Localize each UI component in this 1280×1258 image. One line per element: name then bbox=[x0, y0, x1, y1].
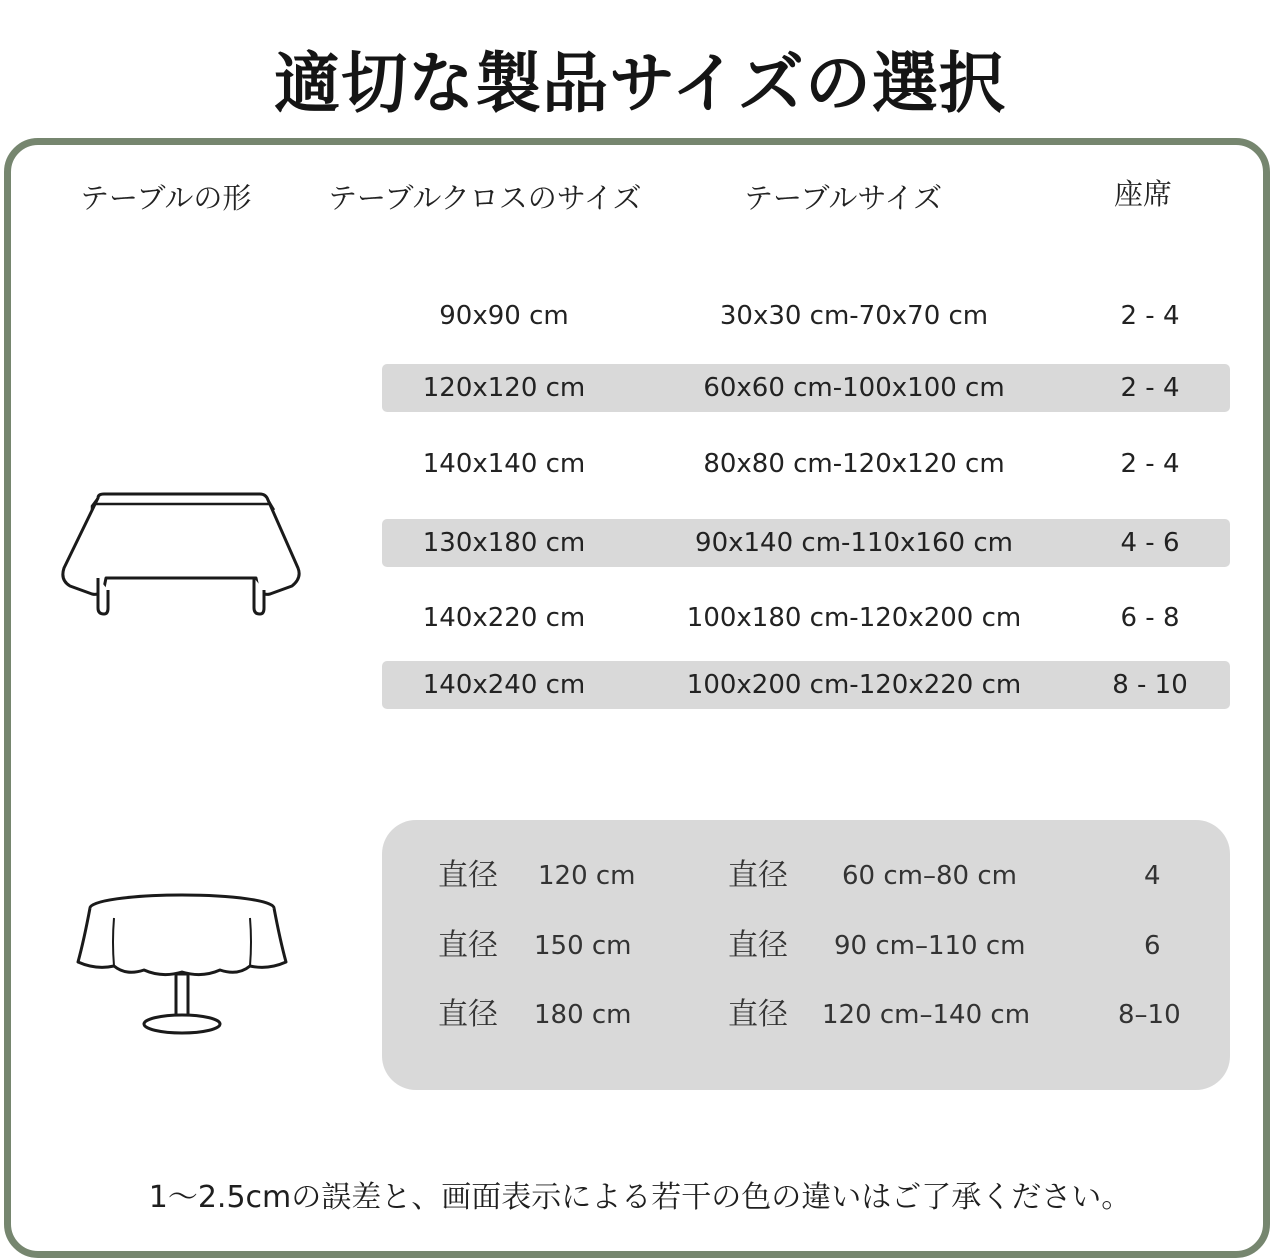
header-table-size: テーブルサイズ bbox=[744, 181, 943, 215]
diameter-label: 直径 bbox=[728, 928, 788, 963]
cloth-size-cell: 130x180 cm bbox=[422, 528, 586, 558]
table-size-cell: 100x180 cm-120x200 cm bbox=[686, 603, 1022, 633]
rectangular-tablecloth-icon bbox=[58, 490, 306, 620]
cloth-diameter: 120 cm bbox=[538, 861, 636, 891]
seats-cell: 6 bbox=[1144, 931, 1161, 961]
diameter-label: 直径 bbox=[438, 858, 498, 893]
table-size-cell: 100x200 cm-120x220 cm bbox=[686, 670, 1022, 700]
cloth-size-cell: 140x240 cm bbox=[422, 670, 586, 700]
seats-cell: 2 - 4 bbox=[1120, 449, 1180, 479]
diameter-label: 直径 bbox=[438, 928, 498, 963]
cloth-size-cell: 90x90 cm bbox=[439, 301, 569, 331]
disclaimer-note: 1～2.5cmの誤差と、画面表示による若干の色の違いはご了承ください。 bbox=[148, 1180, 1132, 1215]
diameter-label: 直径 bbox=[728, 997, 788, 1032]
header-table-shape: テーブルの形 bbox=[80, 181, 252, 215]
table-row bbox=[0, 292, 1280, 340]
seats-cell: 8–10 bbox=[1118, 1000, 1181, 1030]
seats-cell: 8 - 10 bbox=[1112, 670, 1188, 700]
table-size-cell: 90x140 cm-110x160 cm bbox=[695, 528, 1013, 558]
cloth-size-cell: 140x140 cm bbox=[422, 449, 586, 479]
seats-cell: 4 bbox=[1144, 861, 1161, 891]
table-diameter: 60 cm–80 cm bbox=[842, 861, 1017, 891]
table-diameter: 90 cm–110 cm bbox=[834, 931, 1026, 961]
seats-cell: 4 - 6 bbox=[1120, 528, 1180, 558]
table-row bbox=[0, 364, 1280, 412]
cloth-size-cell: 140x220 cm bbox=[422, 603, 586, 633]
page-title: 適切な製品サイズの選択 bbox=[274, 45, 1006, 122]
seats-cell: 6 - 8 bbox=[1120, 603, 1180, 633]
diameter-label: 直径 bbox=[728, 858, 788, 893]
table-row bbox=[0, 661, 1280, 709]
diameter-label: 直径 bbox=[438, 997, 498, 1032]
seats-cell: 2 - 4 bbox=[1120, 373, 1180, 403]
table-size-cell: 60x60 cm-100x100 cm bbox=[703, 373, 1005, 403]
header-cloth-size: テーブルクロスのサイズ bbox=[328, 181, 642, 215]
cloth-diameter: 150 cm bbox=[534, 931, 632, 961]
table-diameter: 120 cm–140 cm bbox=[822, 1000, 1031, 1030]
table-row bbox=[0, 440, 1280, 488]
round-tablecloth-icon bbox=[74, 890, 290, 1040]
cloth-size-cell: 120x120 cm bbox=[422, 373, 586, 403]
table-size-cell: 30x30 cm-70x70 cm bbox=[719, 301, 989, 331]
header-seats: 座席 bbox=[1114, 177, 1173, 211]
cloth-diameter: 180 cm bbox=[534, 1000, 632, 1030]
seats-cell: 2 - 4 bbox=[1120, 301, 1180, 331]
table-size-cell: 80x80 cm-120x120 cm bbox=[703, 449, 1005, 479]
